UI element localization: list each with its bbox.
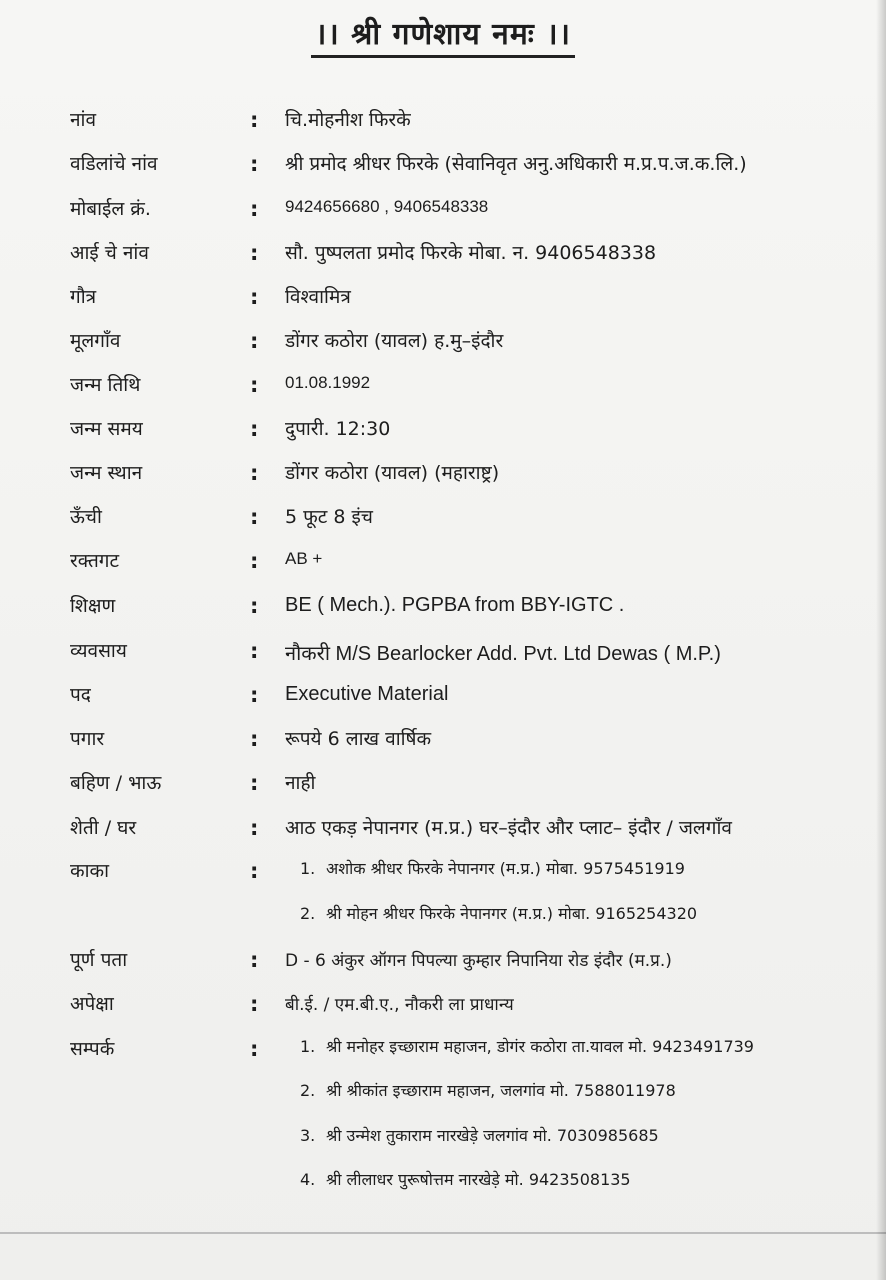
field-label: गौत्र bbox=[70, 286, 97, 308]
field-row-contacts-cont bbox=[0, 1079, 886, 1109]
field-row-mother bbox=[0, 239, 886, 269]
list-number: 2. bbox=[300, 904, 316, 923]
list-item bbox=[300, 902, 697, 924]
field-separator: : bbox=[250, 816, 259, 840]
field-value-native-place: डोंगर कठोरा (यावल) ह.मु–इंदौर bbox=[285, 330, 504, 352]
field-separator: : bbox=[250, 417, 259, 441]
field-label: वडिलांचे नांव bbox=[70, 153, 158, 175]
field-label: जन्म तिथि bbox=[70, 374, 141, 396]
field-label: जन्म समय bbox=[70, 418, 143, 440]
list-item bbox=[300, 1079, 676, 1101]
field-row-mobile bbox=[0, 195, 886, 225]
field-separator: : bbox=[250, 683, 259, 707]
field-separator: : bbox=[250, 992, 259, 1016]
field-row-contacts-cont bbox=[0, 1168, 886, 1198]
field-separator: : bbox=[250, 594, 259, 618]
field-separator: : bbox=[250, 241, 259, 265]
field-separator: : bbox=[250, 727, 259, 751]
field-value-name: चि.मोहनीश फिरके bbox=[285, 109, 411, 131]
field-label: काका bbox=[70, 860, 110, 882]
field-separator: : bbox=[250, 285, 259, 309]
field-value-salary: रूपये 6 लाख वार्षिक bbox=[285, 728, 432, 750]
field-value-address: D - 6 अंकुर ऑगन पिपल्या कुम्हार निपानिया रोड इंदौर (म.प्र.) bbox=[285, 951, 672, 971]
field-label: शेती / घर bbox=[70, 817, 137, 839]
field-value-property: आठ एकड़ नेपानगर (म.प्र.) घर–इंदौर और प्लाट– इंदौर / जलगाँव bbox=[285, 817, 732, 839]
field-label: रक्तगट bbox=[70, 550, 120, 572]
field-label: ऊँची bbox=[70, 506, 102, 528]
list-text: श्री मोहन श्रीधर फिरके नेपानगर (म.प्र.) मोबा. 9165254320 bbox=[326, 904, 698, 923]
field-row-gotra bbox=[0, 283, 886, 313]
list-item bbox=[300, 1168, 631, 1190]
field-value-mobile: 9424656680 , 9406548338 bbox=[285, 197, 489, 216]
list-number: 2. bbox=[300, 1081, 316, 1100]
field-separator: : bbox=[250, 549, 259, 573]
invocation-header bbox=[0, 12, 886, 58]
field-row-father bbox=[0, 150, 886, 180]
field-row-siblings bbox=[0, 769, 886, 799]
field-row-pob bbox=[0, 459, 886, 489]
field-value-height: 5 फूट 8 इंच bbox=[285, 506, 373, 528]
field-label: पद bbox=[70, 684, 91, 706]
field-value-occupation: नौकरी M/S Bearlocker Add. Pvt. Ltd Dewas ( M.P.) bbox=[285, 643, 721, 665]
field-row-uncles bbox=[0, 857, 886, 887]
field-label: शिक्षण bbox=[70, 595, 116, 617]
field-label: बहिण / भाऊ bbox=[70, 772, 162, 794]
field-row-post bbox=[0, 681, 886, 711]
list-text: श्री श्रीकांत इच्छाराम महाजन, जलगांव मो. 7588011978 bbox=[326, 1081, 676, 1100]
field-value-blood-group: AB + bbox=[285, 549, 323, 568]
field-separator: : bbox=[250, 373, 259, 397]
list-number: 4. bbox=[300, 1170, 316, 1189]
field-row-blood-group bbox=[0, 547, 886, 577]
field-value-post: Executive Material bbox=[285, 683, 449, 705]
list-item bbox=[300, 1124, 659, 1146]
field-separator: : bbox=[250, 329, 259, 353]
field-separator: : bbox=[250, 152, 259, 176]
field-row-uncles-cont bbox=[0, 902, 886, 932]
field-value-gotra: विश्‍वामित्र bbox=[285, 286, 351, 308]
field-row-address bbox=[0, 946, 886, 976]
field-separator: : bbox=[250, 639, 259, 663]
field-separator: : bbox=[250, 505, 259, 529]
list-item bbox=[300, 1035, 754, 1057]
paper-edge-shadow bbox=[876, 0, 886, 1280]
field-label: सम्पर्क bbox=[70, 1038, 115, 1060]
field-separator: : bbox=[250, 948, 259, 972]
field-separator: : bbox=[250, 859, 259, 883]
field-label: नांव bbox=[70, 109, 97, 131]
field-row-height bbox=[0, 503, 886, 533]
field-separator: : bbox=[250, 108, 259, 132]
field-separator: : bbox=[250, 197, 259, 221]
field-value-tob: दुपारी. 12:30 bbox=[285, 418, 391, 440]
list-item bbox=[300, 857, 685, 879]
field-row-tob bbox=[0, 415, 886, 445]
list-text: अशोक श्रीधर फिरके नेपानगर (म.प्र.) मोबा. 9575451919 bbox=[326, 859, 685, 878]
field-value-pob: डोंगर कठोरा (यावल) (महाराष्ट्र) bbox=[285, 462, 500, 484]
list-number: 3. bbox=[300, 1126, 316, 1145]
field-label: अपेक्षा bbox=[70, 993, 114, 1015]
field-value-dob: 01.08.1992 bbox=[285, 373, 371, 392]
list-text: श्री मनोहर इच्छाराम महाजन, डोगंर कठोरा ता.यावल मो. 9423491739 bbox=[326, 1037, 754, 1056]
field-separator: : bbox=[250, 771, 259, 795]
field-row-native-place bbox=[0, 327, 886, 357]
list-number: 1. bbox=[300, 859, 316, 878]
field-label: मोबाईल क्रं. bbox=[70, 198, 151, 220]
field-label: व्यवसाय bbox=[70, 640, 127, 662]
field-label: मूलगाँव bbox=[70, 330, 121, 352]
paper-fold-line bbox=[0, 1232, 886, 1234]
list-text: श्री लीलाधर पुरूषोत्तम नारखेड़े मो. 9423508135 bbox=[326, 1170, 631, 1189]
field-label: पगार bbox=[70, 728, 105, 750]
field-value-mother: सौ. पुष्पलता प्रमोद फिरके मोबा. न. 9406548338 bbox=[285, 242, 657, 264]
field-separator: : bbox=[250, 461, 259, 485]
field-row-expectation bbox=[0, 990, 886, 1020]
field-separator: : bbox=[250, 1037, 259, 1061]
field-value-father: श्री प्रमोद श्रीधर फिरके (सेवानिवृत अनु.अधिकारी म.प्र.प.ज.क.लि.) bbox=[285, 153, 747, 175]
list-number: 1. bbox=[300, 1037, 316, 1056]
page-title: ।। श्री गणेशाय नमः ।। bbox=[311, 12, 575, 58]
field-row-education bbox=[0, 592, 886, 622]
field-row-contacts-cont bbox=[0, 1124, 886, 1154]
field-label: आई चे नांव bbox=[70, 242, 149, 264]
field-row-occupation bbox=[0, 637, 886, 667]
field-row-contacts bbox=[0, 1035, 886, 1065]
field-label: पूर्ण पता bbox=[70, 949, 128, 971]
field-value-siblings: नाही bbox=[285, 772, 316, 794]
field-value-expectation: बी.ई. / एम.बी.ए., नौकरी ला प्राधान्य bbox=[285, 995, 514, 1015]
field-value-education: BE ( Mech.). PGPBA from BBY-IGTC . bbox=[285, 594, 625, 616]
list-text: श्री उन्मेश तुकाराम नारखेड़े जलगांव मो. 7030985685 bbox=[326, 1126, 659, 1145]
field-row-dob bbox=[0, 371, 886, 401]
field-row-property bbox=[0, 814, 886, 844]
field-label: जन्म स्थान bbox=[70, 462, 143, 484]
field-row-salary bbox=[0, 725, 886, 755]
field-row-name bbox=[0, 106, 886, 136]
